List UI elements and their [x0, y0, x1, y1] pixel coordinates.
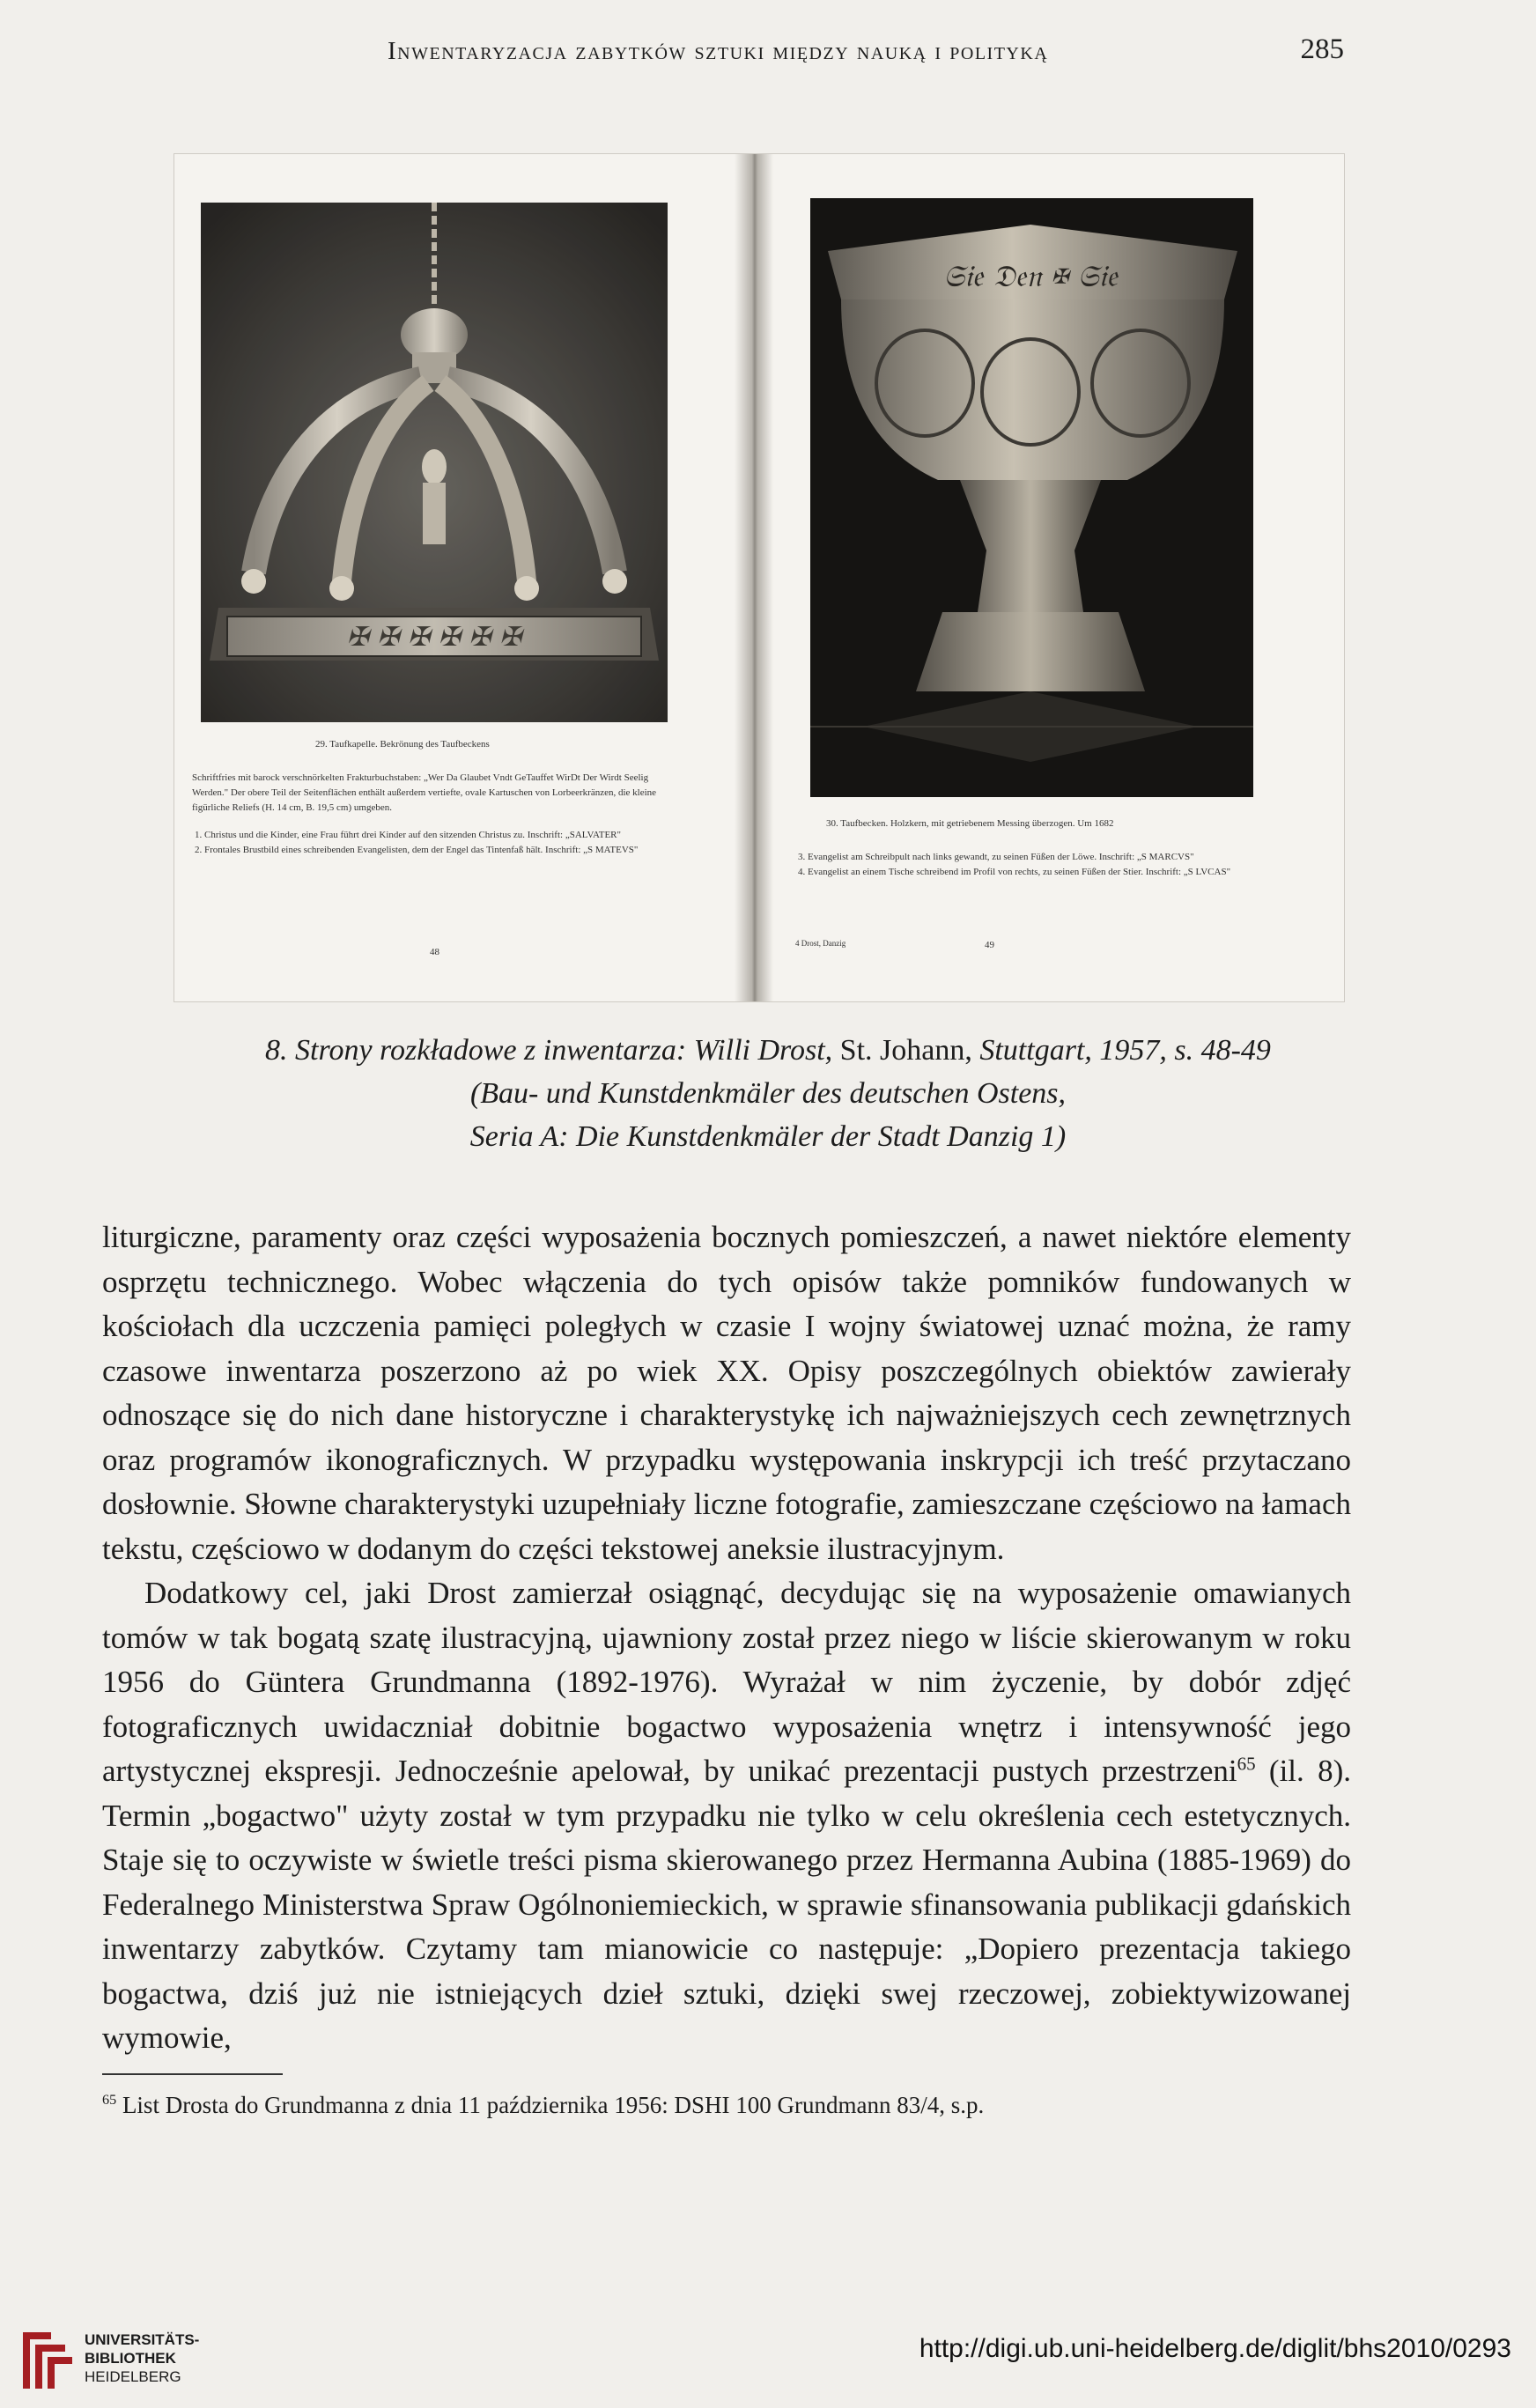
spread-left-item: 2. Frontales Brustbild eines schreibenden Evangelisten, dem der Engel das Tintenfaß hält. Inschrift: „S MATEVS": [204, 843, 668, 858]
spread-right-item: 3. Evangelist am Schreibpult nach links gewandt, zu seinen Füßen der Löwe. Inschrift: „S MARCVS": [808, 850, 1289, 865]
library-logo-text: [85, 2330, 199, 2386]
photo-baptismal-font: [810, 198, 1253, 797]
spread-left-page-number: 48: [430, 947, 439, 957]
library-line-2: BIBLIOTHEK: [85, 2350, 176, 2367]
figure-caption-line-1: [0, 1029, 1536, 1072]
spread-left-text: [192, 771, 668, 858]
figure-caption-line-2: (Bau- und Kunstdenkmäler des deutschen Ostens,: [469, 1077, 1067, 1110]
spread-right-caption: 30. Taufbecken. Holzkern, mit getriebenem Messing überzogen. Um 1682: [826, 818, 1114, 829]
book-spread-illustration: [174, 154, 1344, 1001]
spread-left-inscription: Schriftfries mit barock verschnörkelten Frakturbuchstaben: „Wer Da Glaubet Vndt GeTauffet WirDt Der Wirdt Seelig Werden." Der obere Teil der Seitenflächen enthält außerdem vertiefte, ovale Kartuschen von Lorbeerkränzen, die kleine figürliche Reliefs (H. 14 cm, B. 19,5 cm) umgeben.: [192, 772, 657, 814]
paragraph-2: [102, 1571, 1351, 2061]
spread-right-item: 4. Evangelist an einem Tische schreibend im Profil von rechts, zu seinen Füßen der Stier. Inschrift: „S LVCAS": [808, 865, 1289, 880]
figure-caption: [0, 1029, 1536, 1158]
spread-right-page-number: 49: [985, 940, 994, 950]
spread-gutter: [735, 154, 773, 1001]
footnote-text: List Drosta do Grundmanna z dnia 11 października 1956: DSHI 100 Grundmann 83/4, s.p.: [116, 2092, 985, 2118]
paragraph-1: liturgiczne, paramenty oraz części wyposażenia bocznych pomieszczeń, a nawet niektóre elementy osprzętu technicznego. Wobec włączenia do tych opisów także pomników fundowanych w kościołach dla uczczenia pamięci poległych w czasie I wojny światowej uznać można, że ramy czasowe inwentarza poszerzono aż po wiek XX. Opisy poszczególnych obiektów zawierały odnoszące się do nich dane historyczne i charakterystykę ich najważniejszych cech zewnętrznych oraz programów ikonograficznych. W przypadku występowania inskrypcji ich treść przytaczano dosłownie. Słowne charakterystyki uzupełniały liczne fotografie, zamieszczane częściowo na łamach tekstu, częściowo w dodanym do części tekstowej aneksie ilustracyjnym.: [102, 1220, 1351, 1566]
figure-caption-part: St. Johann,: [832, 1034, 980, 1067]
photo-baptistery-crown: [201, 203, 668, 722]
body-text: [102, 1215, 1351, 2061]
spread-left-caption: 29. Taufkapelle. Bekrönung des Taufbeckens: [315, 739, 490, 750]
footnote-divider: [102, 2073, 283, 2075]
spread-right-signature: 4 Drost, Danzig: [795, 939, 846, 948]
library-logo[interactable]: [16, 2325, 227, 2396]
library-line-3: HEIDELBERG: [85, 2368, 181, 2385]
paragraph-2-part: (il. 8). Termin „bogactwo" użyty został w tym przypadku nie tylko w celu określenia cech estetycznych. Staje się to oczywiste w świetle treści pisma skierowanego przez Hermanna Aubina (1885-1969) do Federalnego Ministerstwa Spraw Ogólnoniemieckich, w sprawie sfinansowania publikacji gdańskich inwentarzy zabytków. Czytamy tam mianowicie co następuje: „Dopiero prezentacja takiego bogactwa, dziś już nie istniejących dzieł sztuki, dzięki swej rzeczowej, zobiektywizowanej wymowie,: [102, 1754, 1351, 2055]
svg-text:✠ ✠ ✠ ✠ ✠ ✠: ✠ ✠ ✠ ✠ ✠ ✠: [346, 622, 522, 653]
page-number: 285: [1300, 33, 1344, 65]
footnote-65: [102, 2089, 1351, 2121]
source-url-link[interactable]: http://digi.ub.uni-heidelberg.de/diglit/bhs2010/0293: [919, 2334, 1511, 2363]
library-logo-icon: [16, 2325, 79, 2396]
figure-caption-line-3: Seria A: Die Kunstdenkmäler der Stadt Danzig 1): [469, 1120, 1067, 1153]
figure-caption-part: 8. Strony rozkładowe z inwentarza: Willi Drost,: [265, 1034, 833, 1067]
footnote-reference[interactable]: 65: [1237, 1753, 1256, 1775]
svg-text:𝔖𝔦𝔢 𝔇𝔢𝔫 ✠ 𝔖𝔦𝔢: 𝔖𝔦𝔢 𝔇𝔢𝔫 ✠ 𝔖𝔦𝔢: [943, 259, 1118, 294]
running-header: [0, 33, 1536, 78]
paragraph-2-part: Dodatkowy cel, jaki Drost zamierzał osiągnąć, decydując się na wyposażenie omawianych tomów w tak bogatą szatę ilustracyjną, ujawniony został przez niego w liście skierowanym w roku 1956 do Güntera Grundmanna (1892-1976). Wyrażał w nim życzenie, by dobór zdjęć fotograficznych uwidaczniał dobitnie bogactwo wyposażenia wnętrz i intensywność jego artystycznej ekspresji. Jednocześnie apelował, by unikać prezentacji pustych przestrzeni: [102, 1576, 1351, 1788]
library-line-1: UNIVERSITÄTS-: [85, 2331, 200, 2348]
figure-caption-part: Stuttgart, 1957, s. 48-49: [979, 1034, 1271, 1067]
spread-right-text: [795, 850, 1289, 880]
running-title: Inwentaryzacja zabytków sztuki między nauką i polityką: [388, 37, 1049, 65]
spread-left-item: 1. Christus und die Kinder, eine Frau führt drei Kinder auf den sitzenden Christus zu. Inschrift: „SALVATER": [204, 828, 668, 843]
footnote-marker: 65: [102, 2092, 117, 2108]
